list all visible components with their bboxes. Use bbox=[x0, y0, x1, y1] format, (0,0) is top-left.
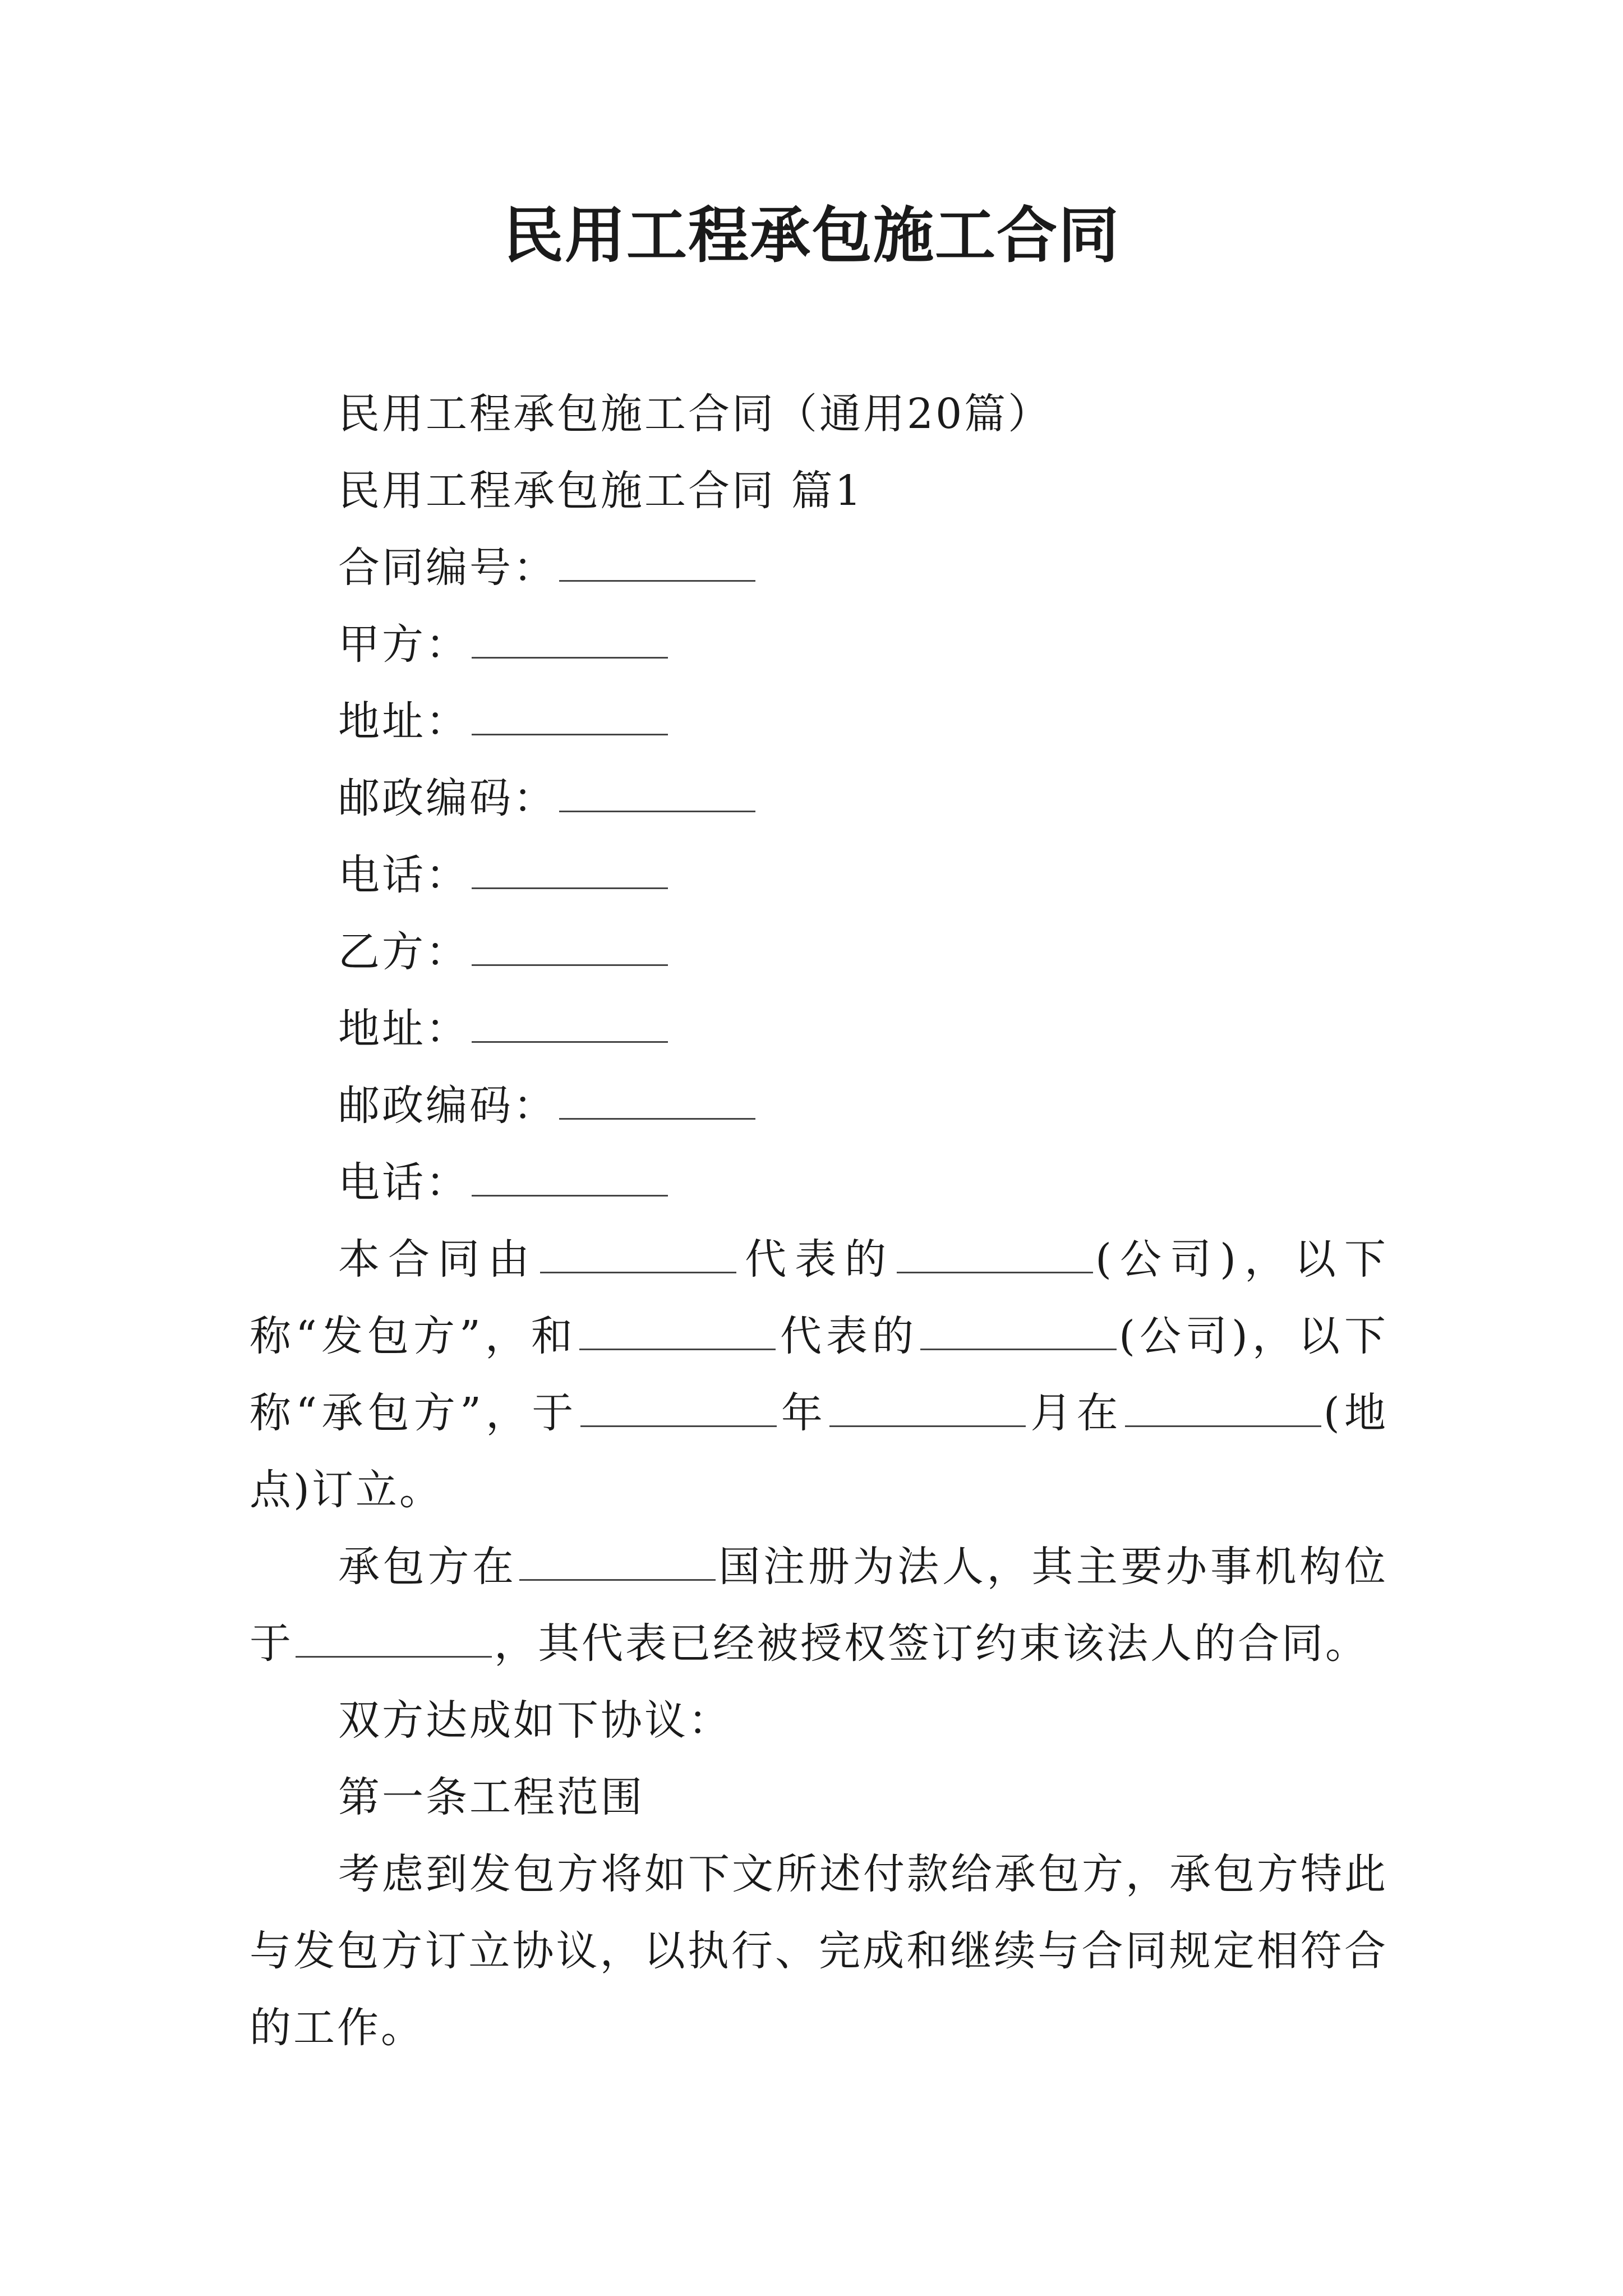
para1-text-2: 代表的 bbox=[739, 1235, 895, 1283]
party-b-phone-blank bbox=[472, 1161, 668, 1197]
party-b-address-label: 地址： bbox=[338, 1005, 469, 1053]
party-b-address-field bbox=[250, 991, 1388, 1068]
para1-blank-4 bbox=[920, 1315, 1117, 1350]
document-subtitle: 民用工程承包施工合同（通用20篇） bbox=[338, 390, 1052, 438]
party-a-address-field bbox=[250, 683, 1388, 760]
para1-text-5: (公司)，以下称“承包方”，于 bbox=[250, 1312, 1388, 1437]
para1-text-7: 月在 bbox=[1028, 1389, 1123, 1437]
document-title: 民用工程承包施工合同 bbox=[502, 200, 1120, 271]
party-b-postcode-blank bbox=[559, 1084, 755, 1120]
party-a-phone-label: 电话： bbox=[338, 851, 469, 899]
party-a-postcode-field bbox=[250, 760, 1388, 837]
party-b-field bbox=[250, 914, 1388, 991]
party-a-phone-field bbox=[250, 837, 1388, 914]
para1-blank-2 bbox=[897, 1238, 1093, 1273]
para2-blank-2 bbox=[296, 1622, 492, 1658]
para1-blank-7 bbox=[1125, 1392, 1321, 1427]
para1-text-3: (公司)，以下称“发包方”，和 bbox=[250, 1235, 1389, 1360]
party-b-phone-label: 电话： bbox=[338, 1158, 469, 1207]
party-b-postcode-field bbox=[250, 1068, 1388, 1144]
para1-blank-3 bbox=[579, 1315, 776, 1350]
contractor-registration-paragraph bbox=[250, 1529, 1388, 1682]
contract-number-field bbox=[250, 530, 1388, 606]
party-a-postcode-blank bbox=[559, 777, 755, 812]
article-1-heading: 第一条工程范围 bbox=[338, 1773, 644, 1821]
party-b-blank bbox=[472, 931, 668, 966]
document-body bbox=[250, 376, 1388, 2067]
party-b-phone-field bbox=[250, 1144, 1388, 1221]
chapter-heading: 民用工程承包施工合同 篇1 bbox=[338, 467, 864, 515]
contract-number-blank bbox=[559, 546, 755, 582]
para2-text-1: 承包方在 bbox=[338, 1543, 517, 1591]
article-1-paragraph: 考虑到发包方将如下文所述付款给承包方，承包方特此与发包方订立协议，以执行、完成和继续与合同规定相符合的工作。 bbox=[250, 1850, 1388, 2052]
para1-text-1: 本合同由 bbox=[338, 1235, 538, 1283]
party-b-address-blank bbox=[472, 1007, 668, 1043]
para1-text-4: 代表的 bbox=[777, 1312, 919, 1360]
party-a-address-label: 地址： bbox=[338, 697, 469, 746]
party-b-postcode-label: 邮政编码： bbox=[338, 1082, 557, 1130]
para2-text-2: 国注册为法人，其主要办事机构位于 bbox=[250, 1543, 1389, 1668]
para2-text-3: ，其代表已经被授权签订约束该法人的合同。 bbox=[494, 1619, 1369, 1668]
contract-intro-paragraph bbox=[250, 1221, 1388, 1529]
para1-blank-6 bbox=[829, 1392, 1026, 1427]
para1-blank-5 bbox=[580, 1392, 777, 1427]
party-a-field bbox=[250, 606, 1388, 683]
contract-number-label: 合同编号： bbox=[338, 544, 557, 592]
party-a-address-blank bbox=[472, 700, 668, 735]
party-a-blank bbox=[472, 623, 668, 659]
para1-text-8: (地点)订立。 bbox=[250, 1389, 1389, 1514]
para1-blank-1 bbox=[540, 1238, 736, 1273]
party-a-label: 甲方： bbox=[338, 620, 469, 669]
para2-blank-1 bbox=[519, 1545, 716, 1581]
party-a-postcode-label: 邮政编码： bbox=[338, 774, 557, 822]
agreement-paragraph: 双方达成如下协议： bbox=[338, 1696, 732, 1745]
para1-text-6: 年 bbox=[778, 1389, 828, 1437]
party-b-label: 乙方： bbox=[338, 928, 469, 976]
party-a-phone-blank bbox=[472, 854, 668, 889]
